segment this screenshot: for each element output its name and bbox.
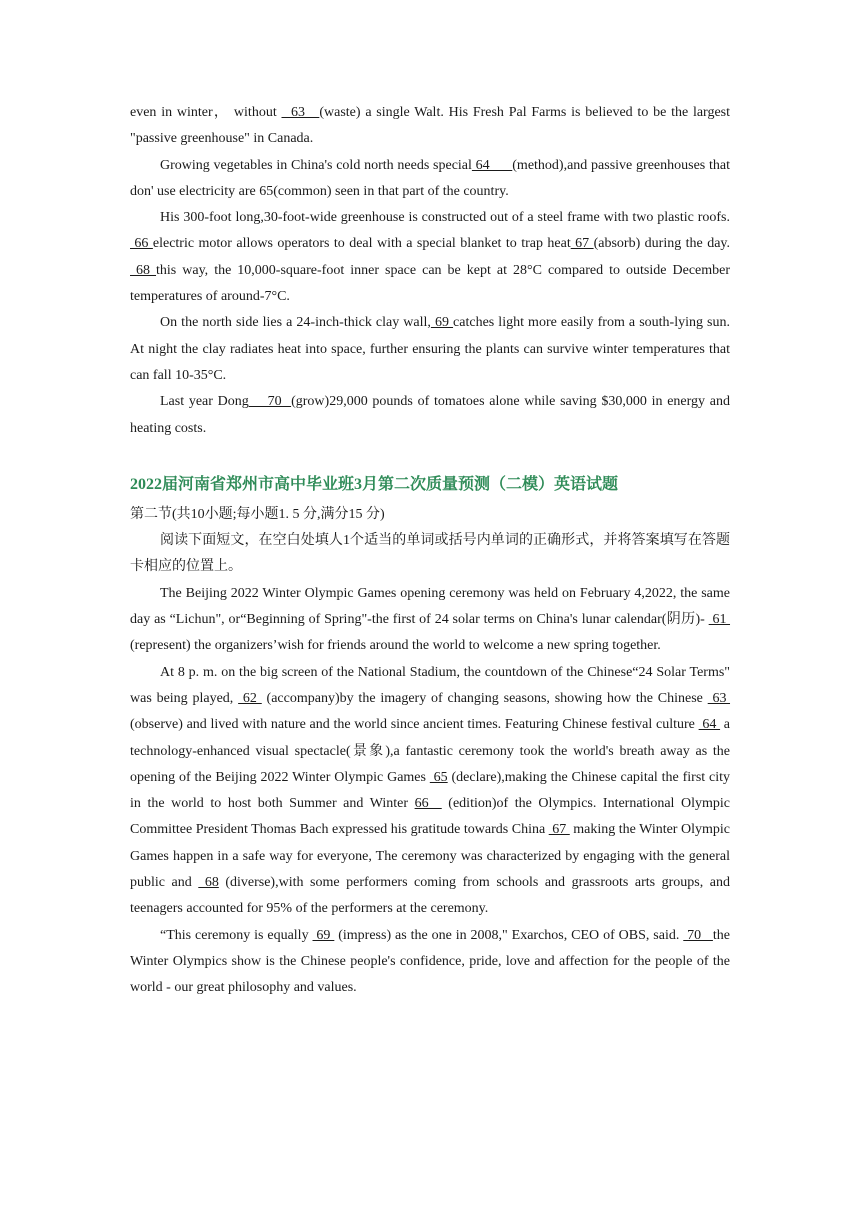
blank-62: 62	[238, 690, 262, 706]
passage-paragraph-2	[130, 660, 730, 923]
text: Growing vegetables in China's cold north needs special	[160, 157, 472, 173]
paragraph-4	[130, 310, 730, 389]
blank-64: 64	[471, 157, 513, 173]
text: this way, the 10,000-square-foot inner space can be kept at 28°C compared to outside December temperatures of around-7°C.	[130, 262, 731, 305]
text: At 8 p. m. on the big screen of the National Stadium, the countdown of the Chinese“24 Solar Terms" was being played,	[130, 664, 730, 706]
text: (diverse),with some performers coming from schools and grassroots arts groups, and teenagers accounted for 95% of the performers at the ceremony.	[130, 875, 730, 917]
text: On the north side lies a 24-inch-thick clay wall,	[160, 315, 431, 331]
text: His 300-foot long,30-foot-wide greenhouse is constructed out of a steel frame with two plastic roofs.	[160, 210, 730, 226]
text: “This ceremony is equally	[160, 927, 313, 943]
paragraph-2	[130, 153, 730, 206]
text: making the Winter Olympic Games happen in a safe way for everyone, The ceremony was characterized by engaging with the general public and	[130, 822, 730, 891]
blank-63: 63	[281, 105, 320, 120]
text: (edition)of the Olympics. International Olympic Committee President Thomas Bach expressed his gratitude towards China	[130, 796, 731, 838]
passage-paragraph-3	[130, 923, 730, 1002]
blank-61: 61	[708, 612, 731, 628]
instruction: 阅读下面短文，在空白处填人1个适当的单词或括号内单词的正确形式，并将答案填写在答题卡相应的位置上。	[130, 533, 730, 575]
text: The Beijing 2022 Winter Olympic Games opening ceremony was held on February 4,2022, the same day as “Lichun", or“Beginning of Spring"-the first of 24 solar terms on China's lunar calendar(阴历)-	[130, 585, 730, 628]
text: electric motor allows operators to deal with a special blanket to trap heat	[152, 236, 571, 252]
text: (accompany)by the imagery of changing seasons, showing how the Chinese	[261, 690, 708, 706]
text: (represent) the organizers’wish for friends around the world to welcome a new spring together.	[130, 638, 661, 654]
text: (observe) and lived with nature and the world since ancient times. Featuring Chinese festival culture	[130, 717, 699, 733]
paragraph-3	[130, 205, 730, 310]
text: (absorb) during the day.	[593, 236, 731, 252]
paragraph-5	[130, 389, 730, 442]
text: (declare),making the Chinese capital the first city in the world to host both Summer and Winter	[130, 769, 731, 812]
paragraph-1	[130, 100, 730, 153]
text: even in winter， without	[130, 105, 282, 120]
blank-66: 66	[414, 796, 442, 812]
passage-paragraph-1	[130, 581, 730, 660]
text: the Winter Olympics show is the Chinese people's confidence, pride, love and affection for the people of the world - our great philosophy and values.	[130, 927, 731, 996]
text: Last year Dong	[160, 394, 249, 410]
blank-65: 65	[429, 769, 448, 785]
blank-68: 68	[198, 875, 219, 891]
blank-67: 67	[548, 822, 570, 838]
blank-70: 70	[683, 927, 713, 943]
text: (method),and passive greenhouses that don' use electricity are 65(common) seen in that part of the country.	[130, 157, 730, 199]
blank-69: 69	[312, 927, 335, 943]
blank-70: 70	[248, 394, 292, 410]
document-page	[130, 100, 730, 1002]
text: (impress) as the one in 2008," Exarchos, CEO of OBS, said.	[334, 927, 684, 943]
section-intro: 第二节(共10小题;每小题1. 5 分,满分15 分)	[130, 506, 385, 522]
text: a technology-enhanced visual spectacle(景象),a fantastic ceremony took the world's breath away as the opening of the Beijing 2022 Winter Olympic Games	[130, 717, 730, 785]
blank-64: 64	[698, 717, 721, 733]
section-title: 2022届河南省郑州市高中毕业班3月第二次质量预测（二模）英语试题	[130, 475, 619, 493]
blank-63: 63	[707, 690, 731, 706]
text: catches light more easily from a south-lying sun. At night the clay radiates heat into space, further ensuring the plants can survive winter temperatures that can fall 10-35°C.	[130, 315, 730, 383]
text: (waste) a single Walt. His Fresh Pal Farms is believed to be the largest "passive greenhouse" in Canada.	[130, 105, 731, 147]
blank-68: 68	[130, 262, 157, 278]
text: (grow)29,000 pounds of tomatoes alone while saving $30,000 in energy and heating costs.	[130, 394, 730, 436]
blank-66: 66	[130, 236, 153, 252]
blank-67: 67	[570, 236, 594, 252]
blank-69: 69	[430, 315, 454, 331]
